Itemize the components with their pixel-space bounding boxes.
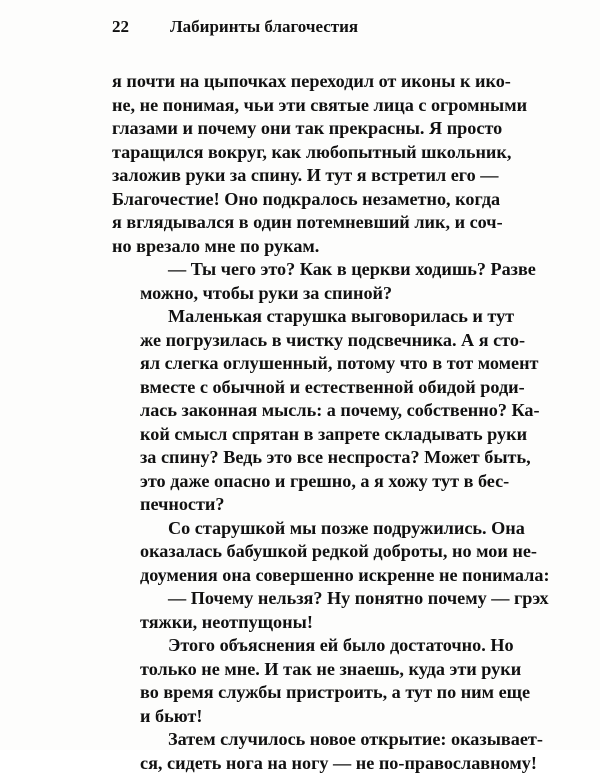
text-line: ся, сидеть нога на ногу — не по-православному! xyxy=(112,752,490,775)
text-line: только не мне. И так не знаешь, куда эти руки xyxy=(112,658,490,682)
text-line: печности? xyxy=(112,493,490,517)
text-line: же погрузилась в чистку подсвечника. А я сто- xyxy=(112,329,490,353)
paragraph xyxy=(112,587,490,634)
text-line: не, не понимая, чьи эти святые лица с огромными xyxy=(112,94,490,118)
text-line: я почти на цыпочках переходил от иконы к ико- xyxy=(112,70,490,94)
text-line: Маленькая старушка выговорилась и тут xyxy=(112,305,490,329)
page-number: 22 xyxy=(112,14,129,40)
paragraph xyxy=(112,634,490,728)
text-line: лась законная мысль: а почему, собственно? Ка- xyxy=(112,399,490,423)
text-line: это даже опасно и грешно, а я хожу тут в бес- xyxy=(112,470,490,494)
text-line: но врезало мне по рукам. xyxy=(112,235,490,259)
paragraph xyxy=(112,258,490,305)
text-line: глазами и почему они так прекрасны. Я просто xyxy=(112,117,490,141)
paragraph xyxy=(112,70,490,258)
paragraph xyxy=(112,305,490,517)
text-line: кой смысл спрятан в запрете складывать руки xyxy=(112,423,490,447)
text-line: — Ты чего это? Как в церкви ходишь? Разве xyxy=(112,258,490,282)
text-line: заложив руки за спину. И тут я встретил его — xyxy=(112,164,490,188)
text-line: вместе с обычной и естественной обидой роди- xyxy=(112,376,490,400)
text-line: тяжки, неотпущоны! xyxy=(112,611,490,635)
book-title: Лабиринты благочестия xyxy=(170,14,358,40)
text-line: за спину? Ведь это все неспроста? Может быть, xyxy=(112,446,490,470)
text-line: Затем случилось новое открытие: оказывает- xyxy=(112,728,490,752)
body-text xyxy=(112,70,490,775)
running-head xyxy=(112,14,492,40)
paragraph xyxy=(112,517,490,588)
text-line: я вглядывался в один потемневший лик, и соч- xyxy=(112,211,490,235)
text-line: доумения она совершенно искренне не понимала: xyxy=(112,564,490,588)
text-line: Со старушкой мы позже подружились. Она xyxy=(112,517,490,541)
text-line: можно, чтобы руки за спиной? xyxy=(112,282,490,306)
text-line: и бьют! xyxy=(112,705,490,729)
paragraph xyxy=(112,728,490,775)
text-line: во время службы пристроить, а тут по ним еще xyxy=(112,681,490,705)
text-line: оказалась бабушкой редкой доброты, но мои не- xyxy=(112,540,490,564)
text-line: таращился вокруг, как любопытный школьник, xyxy=(112,141,490,165)
text-line: Этого объяснения ей было достаточно. Но xyxy=(112,634,490,658)
text-line: ял слегка оглушенный, потому что в тот момент xyxy=(112,352,490,376)
text-line: Благочестие! Оно подкралось незаметно, когда xyxy=(112,188,490,212)
text-line: — Почему нельзя? Ну понятно почему — грэх xyxy=(112,587,490,611)
